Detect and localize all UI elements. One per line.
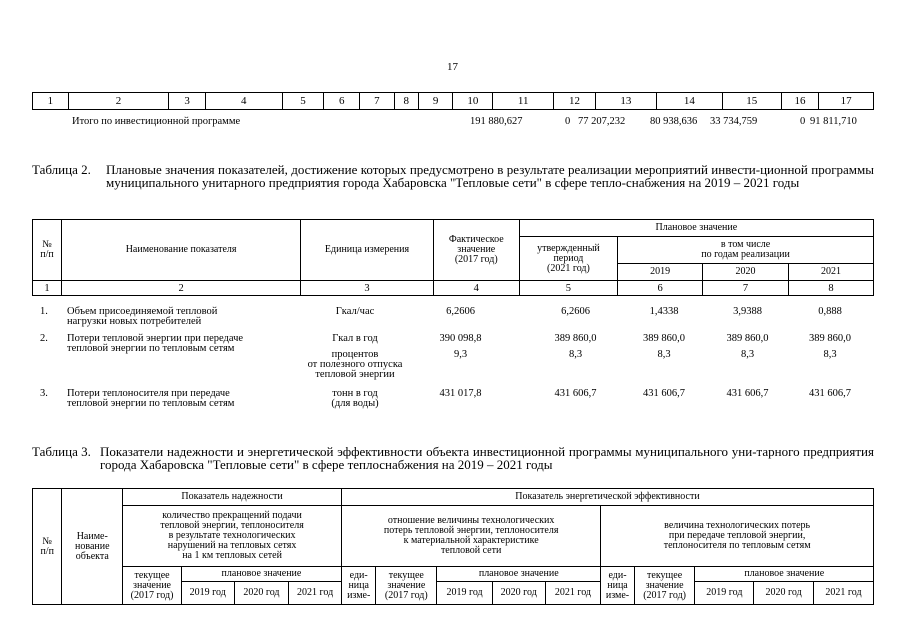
unit: Гкал/час: [335, 306, 375, 317]
header-including: в том числе по годам реализации: [618, 237, 874, 264]
table2-caption-number: Таблица 2.: [32, 162, 91, 177]
page-number: 17: [447, 61, 458, 73]
header-2020: 2020 год: [754, 582, 814, 605]
table3: [32, 488, 874, 605]
header-reliability: Показатель надежности: [123, 489, 342, 506]
approved-value: 6,2606: [561, 306, 590, 317]
value-2019: 1,4338: [649, 306, 679, 317]
total-value-14: 80 938,636: [650, 116, 698, 127]
fact-value: 431 017,8: [439, 388, 482, 399]
table2: [32, 219, 874, 296]
approved-value: 8,3: [568, 349, 583, 360]
total-value-17: 91 811,710: [810, 116, 857, 127]
table-cell: 7: [360, 93, 395, 110]
value-2021: 8,3: [823, 349, 837, 360]
table-cell: 10: [453, 93, 493, 110]
header-current: текущее значение (2017 год): [376, 567, 437, 605]
total-value-11: 191 880,627: [470, 116, 523, 127]
header-fact: Фактическое значение (2017 год): [433, 220, 519, 281]
value-2021: 431 606,7: [809, 388, 851, 399]
table-cell: 1: [33, 93, 69, 110]
value-2019: 8,3: [657, 349, 671, 360]
table-cell: 13: [596, 93, 657, 110]
table-cell: 17: [819, 93, 874, 110]
value-2019: 431 606,7: [643, 388, 685, 399]
table2-caption-text: Плановые значения показателей, достижение которых предусмотрено в результате реализации мероприятий инвести-ционной программы муниципального унитарного предприятия города Хабаровска "Тепловые сети" в сфере тепло-снабжения на 2019 – 2021 годы: [106, 162, 874, 190]
value-2021: 389 860,0: [809, 333, 851, 344]
table3-caption-number: Таблица 3.: [32, 444, 91, 459]
header-planned: плановое значение: [437, 567, 601, 582]
unit: процентов от полезного отпуска тепловой энергии: [307, 349, 403, 380]
header-2019: 2019 год: [437, 582, 493, 605]
table1-column-numbers: [32, 92, 874, 110]
header-name: Наименование показателя: [61, 220, 300, 281]
table-cell: 12: [554, 93, 596, 110]
row-number: 2.: [40, 333, 48, 344]
table-row: 1 2 3 4 5 6 7 8: [33, 281, 874, 296]
table-cell: 4: [205, 93, 282, 110]
header-2020: 2020 год: [492, 582, 545, 605]
header-2019: 2019 год: [695, 582, 754, 605]
value-2020: 8,3: [740, 349, 755, 360]
total-value-12: 0: [565, 116, 571, 127]
table-cell: 3: [169, 93, 206, 110]
header-efficiency-ratio: отношение величины технологических потерь тепловой энергии, теплоносителя к материальной характеристике тепловой сети: [341, 506, 600, 567]
header-2021: 2021 год: [814, 582, 874, 605]
value-2020: 431 606,7: [726, 388, 769, 399]
header-2021: 2021: [788, 264, 873, 281]
total-label: Итого по инвестиционной программе: [72, 116, 241, 127]
table-cell: 11: [493, 93, 554, 110]
header-2021: 2021 год: [289, 582, 342, 605]
header-object: Наиме- нование объекта: [62, 489, 123, 605]
unit: Гкал в год: [332, 333, 378, 344]
table2-caption: [32, 163, 874, 205]
header-2020: 2020 год: [234, 582, 289, 605]
value-2020: 389 860,0: [726, 333, 769, 344]
header-unit: Единица измерения: [301, 220, 434, 281]
total-value-15: 33 734,759: [710, 116, 758, 127]
table-cell: 9: [418, 93, 453, 110]
header-current: текущее значение (2017 год): [123, 567, 182, 605]
fact-value: 6,2606: [446, 306, 475, 317]
header-planned: плановое значение: [181, 567, 341, 582]
total-value-13: 77 207,232: [578, 116, 626, 127]
indicator-name: Объем присоединяемой тепловой нагрузки новых потребителей: [67, 306, 218, 327]
value-2020: 3,9388: [733, 306, 762, 317]
value-2019: 389 860,0: [643, 333, 685, 344]
fact-value: 9,3: [453, 349, 468, 360]
table-row: [33, 93, 874, 110]
row-number: 3.: [40, 388, 48, 399]
table3-caption-text: Показатели надежности и энергетической эффективности объекта инвестиционной программы муниципального уни-тарного предприятия города Хабаровска "Тепловые сети" в сфере теплоснабжения на 2019 – 2021 годы: [100, 444, 874, 472]
table-cell: 16: [781, 93, 819, 110]
header-approved: утвержденный период (2021 год): [519, 237, 617, 281]
table3-caption: [32, 445, 874, 473]
table-cell: 5: [282, 93, 324, 110]
header-planned: плановое значение: [695, 567, 874, 582]
row-number: 1.: [40, 306, 48, 317]
table-cell: 14: [656, 93, 722, 110]
header-plan: Плановое значение: [519, 220, 873, 237]
header-2019: 2019: [618, 264, 703, 281]
header-unit: еди- ница изме-: [601, 567, 634, 605]
indicator-name: Потери тепловой энергии при передаче тепловой энергии по тепловым сетям: [67, 333, 244, 354]
total-value-16: 0: [800, 116, 806, 127]
table-cell: 8: [394, 93, 418, 110]
header-unit: еди- ница изме-: [341, 567, 375, 605]
header-current: текущее значение (2017 год): [634, 567, 695, 605]
table-cell: 2: [68, 93, 169, 110]
header-2020: 2020: [703, 264, 789, 281]
header-num: № п/п: [33, 220, 62, 281]
header-2021: 2021 год: [545, 582, 601, 605]
approved-value: 389 860,0: [554, 333, 597, 344]
value-2021: 0,888: [818, 306, 842, 317]
header-reliability-sub: количество прекращений подачи тепловой энергии, теплоносителя в результате технологических нарушений на тепловых сетях на 1 км тепловых сетей: [123, 506, 342, 567]
unit: тонн в год (для воды): [331, 388, 379, 409]
approved-value: 431 606,7: [554, 388, 597, 399]
header-efficiency-losses: величина технологических потерь при передаче тепловой энергии, теплоносителя по тепловым сетям: [601, 506, 874, 567]
table-cell: 6: [324, 93, 360, 110]
table-cell: 15: [722, 93, 781, 110]
header-2019: 2019 год: [181, 582, 234, 605]
indicator-name: Потери теплоносителя при передаче тепловой энергии по тепловым сетям: [67, 388, 235, 409]
header-efficiency: Показатель энергетической эффективности: [341, 489, 873, 506]
fact-value: 390 098,8: [439, 333, 482, 344]
header-num: № п/п: [33, 489, 62, 605]
